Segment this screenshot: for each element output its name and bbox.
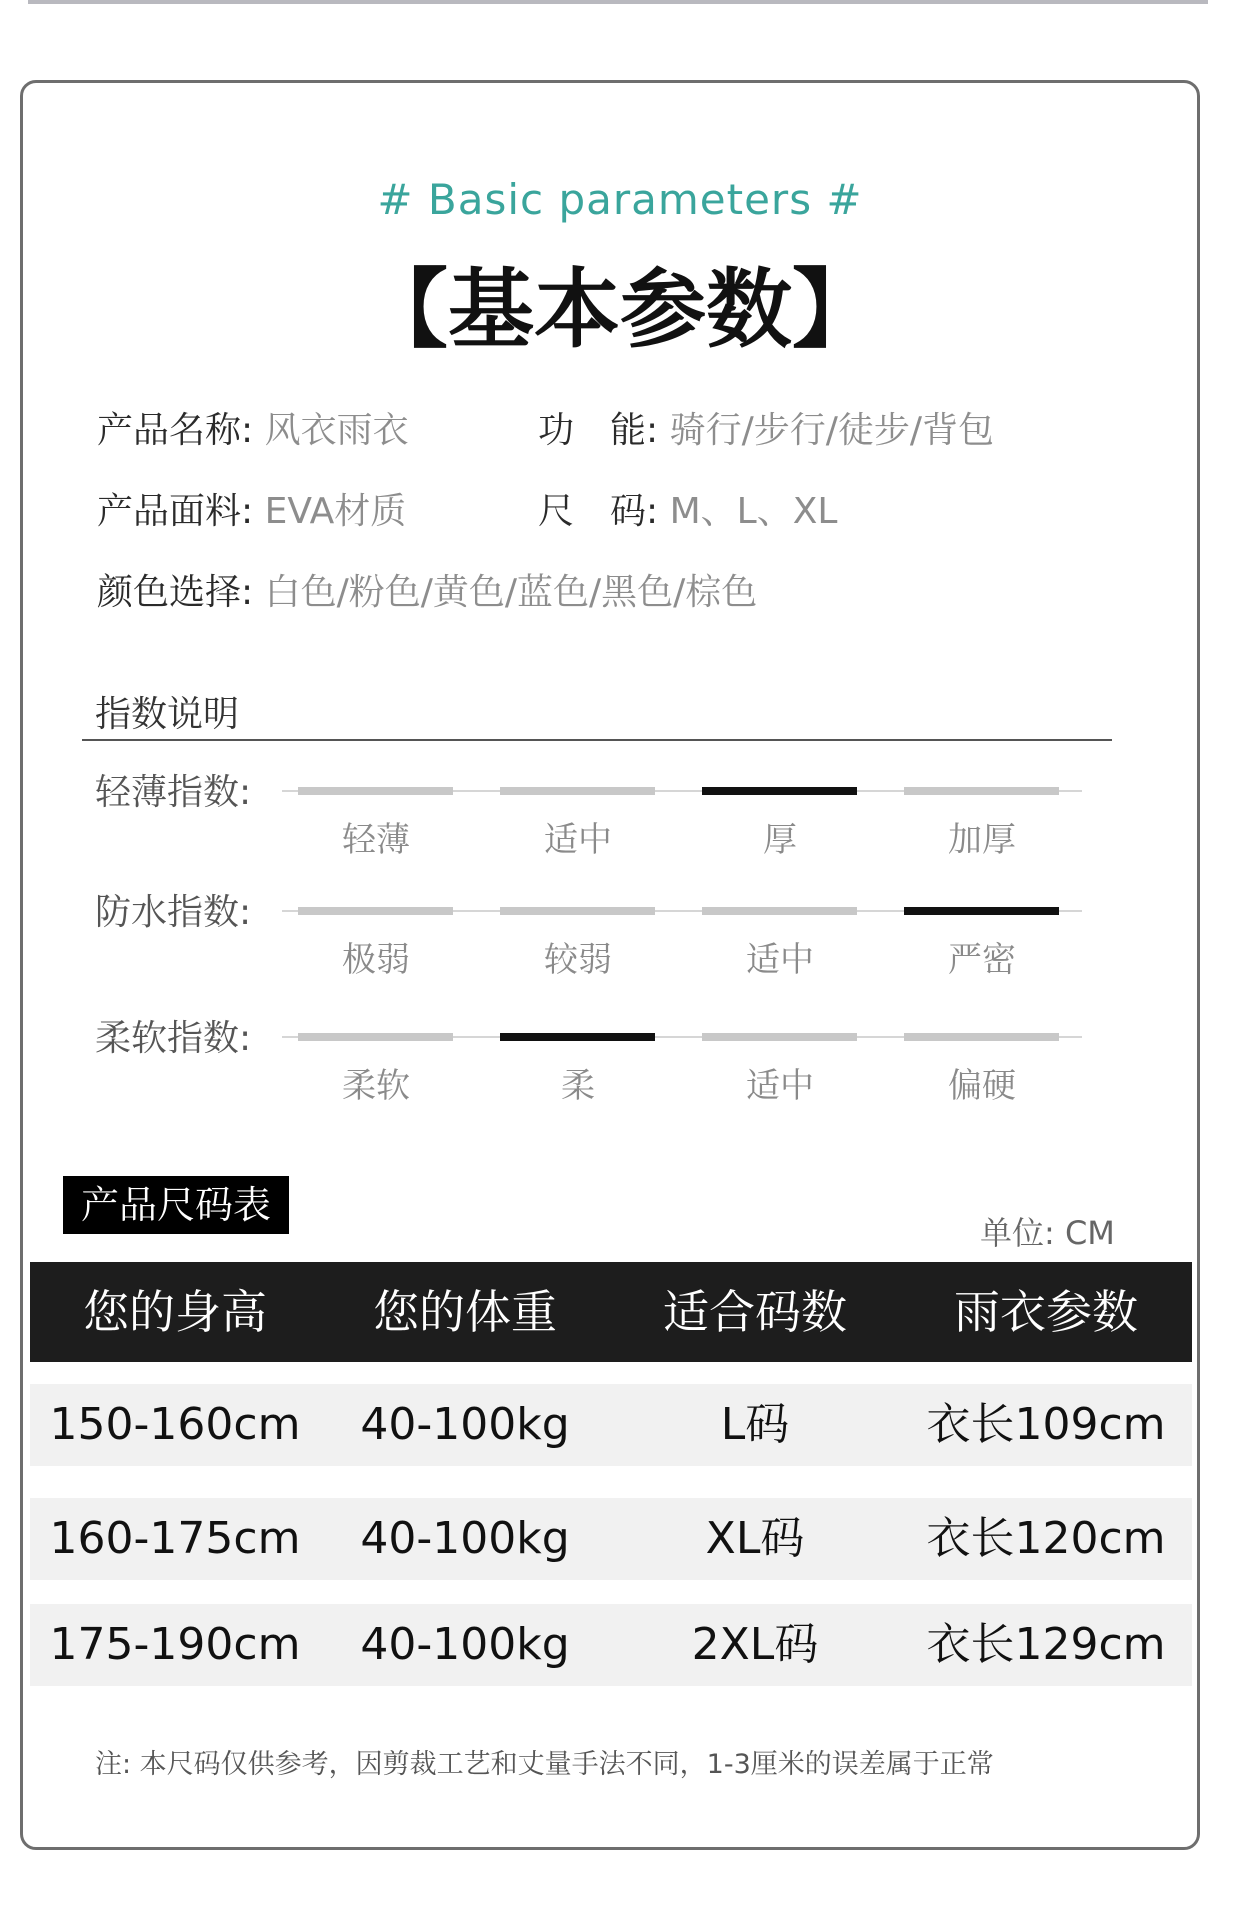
index-segment <box>702 907 857 915</box>
index-row-label: 防水指数: <box>95 892 252 933</box>
param-value: 骑行/步行/徒步/背包 <box>669 410 994 451</box>
index-row-label: 轻薄指数: <box>95 772 252 813</box>
top-image-strip <box>28 0 1208 4</box>
cell-height: 150-160cm <box>49 1399 301 1450</box>
index-option-label: 柔软 <box>342 1066 410 1106</box>
index-option-label: 较弱 <box>544 940 612 980</box>
param-value: EVA材质 <box>264 491 407 532</box>
index-option-label: 偏硬 <box>948 1066 1016 1106</box>
index-segment <box>702 1033 857 1041</box>
size-table-tag: 产品尺码表 <box>63 1176 289 1234</box>
cell-weight: 40-100kg <box>360 1399 570 1450</box>
cell-size: XL码 <box>705 1513 805 1564</box>
param-function <box>538 402 994 453</box>
index-option-label: 极弱 <box>342 940 410 980</box>
index-segment-selected <box>904 907 1059 915</box>
header-weight: 您的体重 <box>373 1285 557 1339</box>
english-title: # Basic parameters # <box>377 175 863 224</box>
index-segment-selected <box>702 787 857 795</box>
cell-height: 175-190cm <box>49 1619 301 1670</box>
param-size <box>538 483 837 534</box>
table-row <box>30 1604 1192 1686</box>
page-title: 【基本参数】 <box>362 259 878 360</box>
param-product-name <box>97 402 409 453</box>
index-divider <box>82 739 1112 741</box>
param-colors <box>97 564 757 615</box>
index-option-label: 适中 <box>746 1066 814 1106</box>
table-row <box>30 1498 1192 1580</box>
index-option-label: 柔 <box>561 1066 595 1106</box>
param-material <box>97 483 406 534</box>
cell-size: L码 <box>720 1399 790 1450</box>
param-label: 颜色选择: <box>97 572 254 613</box>
index-option-label: 轻薄 <box>342 820 410 860</box>
index-option-label: 适中 <box>544 820 612 860</box>
param-label: 功 能: <box>538 410 659 451</box>
index-segment <box>500 787 655 795</box>
header-raincoat: 雨衣参数 <box>954 1285 1138 1339</box>
cell-height: 160-175cm <box>49 1513 301 1564</box>
cell-length: 衣长120cm <box>926 1513 1166 1564</box>
index-segment <box>500 907 655 915</box>
param-value: 白色/粉色/黄色/蓝色/黑色/棕色 <box>264 572 758 613</box>
param-value: 风衣雨衣 <box>264 410 409 451</box>
param-value: M、L、XL <box>669 491 838 532</box>
size-note: 注: 本尺码仅供参考，因剪裁工艺和丈量手法不同，1-3厘米的误差属于正常 <box>95 1749 994 1780</box>
index-row-label: 柔软指数: <box>95 1018 252 1059</box>
index-segment <box>298 907 453 915</box>
index-segment <box>298 787 453 795</box>
table-row <box>30 1384 1192 1466</box>
cell-weight: 40-100kg <box>360 1513 570 1564</box>
index-option-label: 适中 <box>746 940 814 980</box>
header-height: 您的身高 <box>83 1285 267 1339</box>
cell-size: 2XL码 <box>691 1619 819 1670</box>
param-label: 产品面料: <box>97 491 254 532</box>
cell-length: 衣长129cm <box>926 1619 1166 1670</box>
index-segment <box>298 1033 453 1041</box>
cell-length: 衣长109cm <box>926 1399 1166 1450</box>
index-option-label: 严密 <box>948 940 1016 980</box>
index-option-label: 厚 <box>763 820 797 860</box>
index-option-label: 加厚 <box>948 820 1016 860</box>
table-header <box>30 1262 1192 1362</box>
cell-weight: 40-100kg <box>360 1619 570 1670</box>
param-label: 尺 码: <box>538 491 659 532</box>
index-segment-selected <box>500 1033 655 1041</box>
index-segment <box>904 787 1059 795</box>
header-size: 适合码数 <box>663 1285 847 1339</box>
unit-label: 单位: CM <box>980 1214 1115 1252</box>
param-label: 产品名称: <box>97 410 254 451</box>
index-section-title: 指数说明 <box>95 694 240 735</box>
index-segment <box>904 1033 1059 1041</box>
